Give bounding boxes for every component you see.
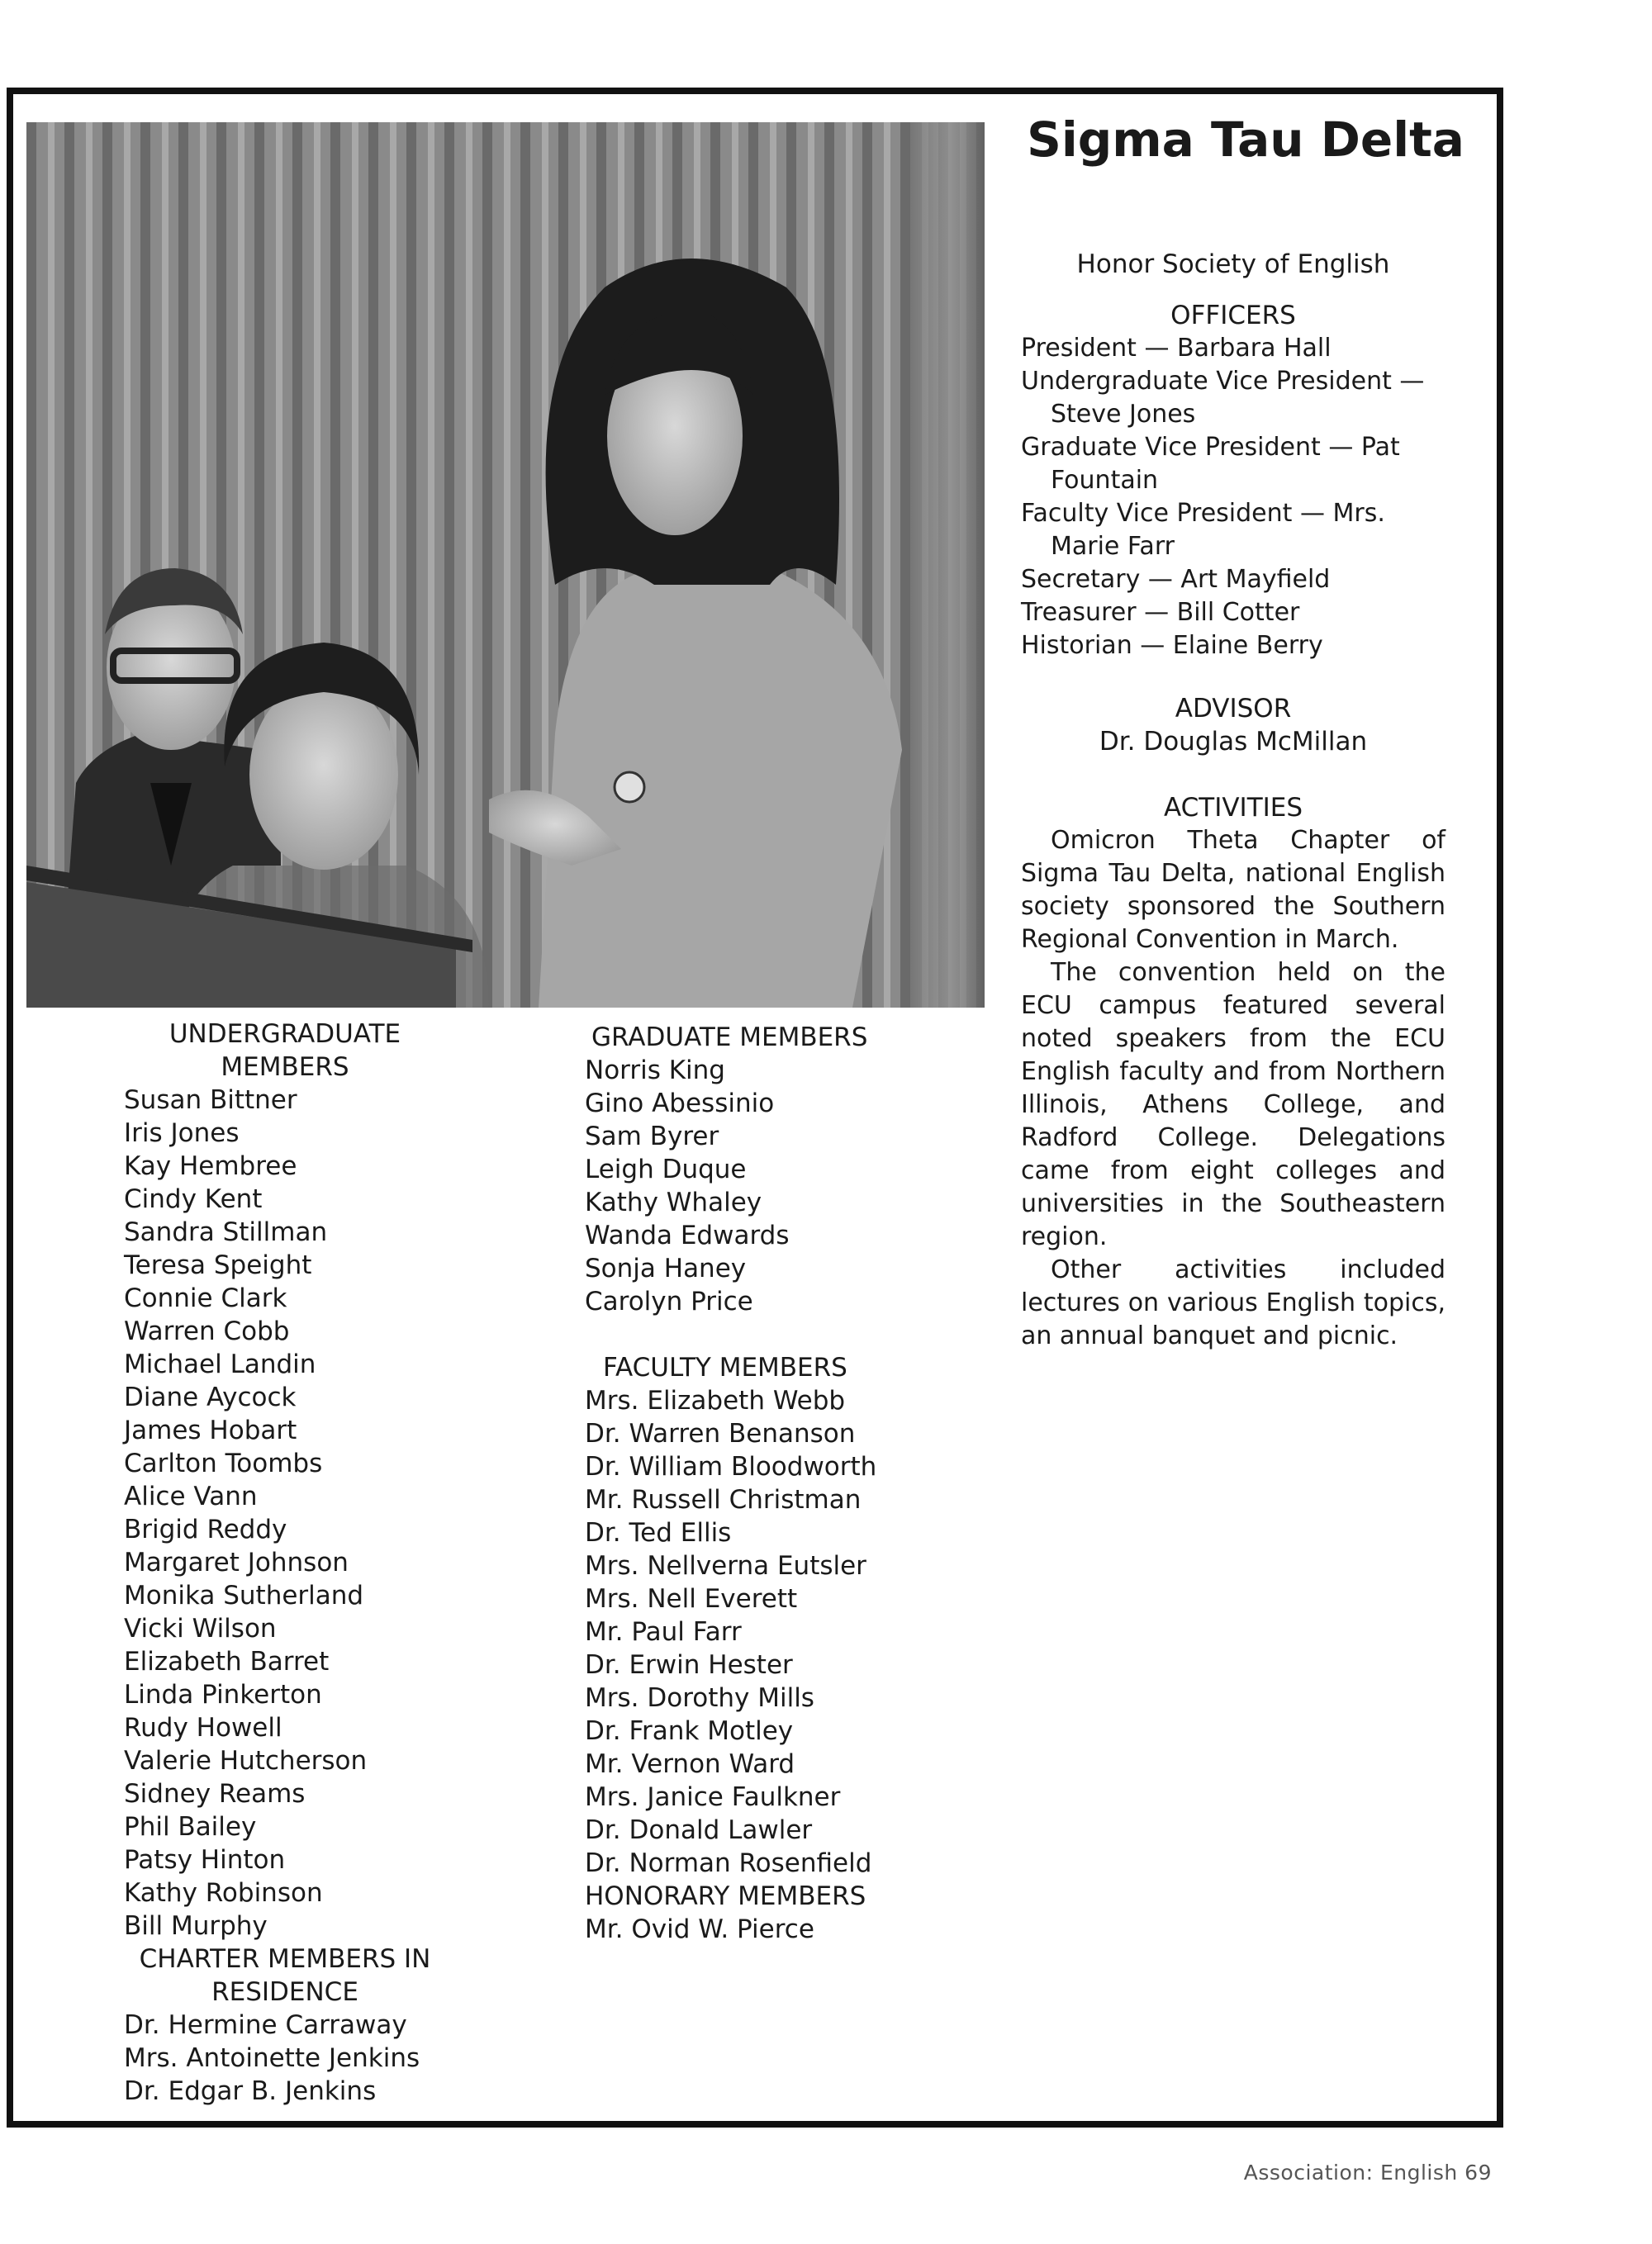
member-name: Alice Vann xyxy=(124,1482,258,1511)
faculty-name: Mrs. Dorothy Mills xyxy=(585,1683,814,1713)
activities-paragraph: The convention held on the ECU campus featured several noted speakers from the ECU English faculty and from Northern Illinois, Athens College, and Radford College. Delegations came from eight colleges and universities in the Southeastern region. xyxy=(1021,958,1446,1251)
officers-heading: OFFICERS xyxy=(1170,301,1296,330)
activities-paragraph: Omicron Theta Chapter of Sigma Tau Delta, national English society sponsored the Southern Regional Convention in March. xyxy=(1021,826,1446,954)
advisor-heading: ADVISOR xyxy=(1175,694,1292,723)
member-name: Sandra Stillman xyxy=(124,1217,328,1247)
member-name: Rudy Howell xyxy=(124,1713,282,1743)
graduate-heading: GRADUATE MEMBERS xyxy=(591,1022,868,1052)
member-name: Patsy Hinton xyxy=(124,1845,286,1875)
member-name: Susan Bittner xyxy=(124,1085,297,1115)
faculty-name: Mrs. Janice Faulkner xyxy=(585,1782,841,1812)
page-title: Sigma Tau Delta xyxy=(1027,111,1464,168)
faculty-name: Mrs. Elizabeth Webb xyxy=(585,1386,846,1416)
activities-heading: ACTIVITIES xyxy=(1163,793,1303,823)
activities-paragraph: Other activities included lectures on various English topics, an annual banquet and picnic. xyxy=(1021,1255,1446,1350)
officer-line: Secretary — Art Mayfield xyxy=(1021,565,1331,594)
graduate-name: Norris King xyxy=(585,1056,725,1085)
advisor-name: Dr. Douglas McMillan xyxy=(1099,727,1368,757)
charter-name: Dr. Hermine Carraway xyxy=(124,2010,407,2040)
charter-heading: CHARTER MEMBERS IN xyxy=(139,1944,431,1974)
member-name: Elizabeth Barret xyxy=(124,1647,330,1677)
officer-line: Graduate Vice President — Pat Fountain xyxy=(1021,433,1400,495)
graduate-name: Kathy Whaley xyxy=(585,1188,762,1217)
graduate-name: Leigh Duque xyxy=(585,1155,747,1184)
member-name: Monika Sutherland xyxy=(124,1581,364,1611)
member-name: Valerie Hutcherson xyxy=(124,1746,368,1776)
faculty-heading: FACULTY MEMBERS xyxy=(603,1353,847,1383)
honorary-name: Mr. Ovid W. Pierce xyxy=(585,1914,814,1944)
member-name: Kathy Robinson xyxy=(124,1878,323,1908)
member-name: Sidney Reams xyxy=(124,1779,306,1809)
undergraduate-section xyxy=(124,1018,446,2108)
faculty-name: Dr. William Bloodworth xyxy=(585,1452,877,1482)
undergraduate-heading: UNDERGRADUATE xyxy=(169,1019,401,1049)
photo-illustration xyxy=(26,122,985,1008)
spacer xyxy=(585,1318,932,1351)
member-name: Linda Pinkerton xyxy=(124,1680,322,1710)
officer-line: Treasurer — Bill Cotter xyxy=(1021,598,1300,627)
officer-line: Undergraduate Vice President — Steve Jones xyxy=(1021,367,1425,429)
member-name: Cindy Kent xyxy=(124,1184,263,1214)
charter-heading-2: RESIDENCE xyxy=(211,1977,358,2007)
page-folio: Association: English 69 xyxy=(1243,2161,1492,2185)
member-name: Iris Jones xyxy=(124,1118,240,1148)
member-name: Carlton Toombs xyxy=(124,1449,323,1478)
faculty-name: Dr. Ted Ellis xyxy=(585,1518,732,1548)
member-name: Margaret Johnson xyxy=(124,1548,349,1577)
member-name: Bill Murphy xyxy=(124,1911,268,1941)
officer-line: Faculty Vice President — Mrs. Marie Farr xyxy=(1021,499,1385,561)
faculty-name: Dr. Warren Benanson xyxy=(585,1419,856,1449)
officers-list xyxy=(1021,332,1446,662)
member-name: Teresa Speight xyxy=(124,1250,312,1280)
charter-name: Mrs. Antoinette Jenkins xyxy=(124,2043,420,2073)
member-name: Diane Aycock xyxy=(124,1383,297,1412)
faculty-name: Dr. Frank Motley xyxy=(585,1716,794,1746)
subtitle: Honor Society of English xyxy=(1076,249,1390,279)
member-name: Phil Bailey xyxy=(124,1812,257,1842)
member-name: Vicki Wilson xyxy=(124,1614,277,1644)
officer-line: President — Barbara Hall xyxy=(1021,334,1332,363)
faculty-name: Dr. Donald Lawler xyxy=(585,1815,813,1845)
group-photo xyxy=(26,122,985,1008)
member-name: Warren Cobb xyxy=(124,1317,290,1346)
member-name: Connie Clark xyxy=(124,1283,287,1313)
faculty-name: Mrs. Nell Everett xyxy=(585,1584,798,1614)
undergraduate-heading-2: MEMBERS xyxy=(221,1052,349,1082)
faculty-name: Dr. Norman Rosenfield xyxy=(585,1848,872,1878)
member-name: Michael Landin xyxy=(124,1350,316,1379)
officer-line: Historian — Elaine Berry xyxy=(1021,631,1323,660)
graduate-name: Wanda Edwards xyxy=(585,1221,790,1250)
graduate-name: Sonja Haney xyxy=(585,1254,747,1283)
activities-text xyxy=(1021,824,1446,1353)
graduate-name: Gino Abessinio xyxy=(585,1089,775,1118)
faculty-name: Mr. Vernon Ward xyxy=(585,1749,795,1779)
graduate-name: Sam Byrer xyxy=(585,1122,719,1151)
faculty-name: Mr. Paul Farr xyxy=(585,1617,742,1647)
member-name: Kay Hembree xyxy=(124,1151,297,1181)
member-name: James Hobart xyxy=(124,1416,297,1445)
graduate-section xyxy=(585,1021,932,1946)
faculty-name: Dr. Erwin Hester xyxy=(585,1650,793,1680)
honorary-heading: HONORARY MEMBERS xyxy=(585,1881,866,1911)
faculty-name: Mrs. Nellverna Eutsler xyxy=(585,1551,866,1581)
member-name: Brigid Reddy xyxy=(124,1515,287,1544)
faculty-name: Mr. Russell Christman xyxy=(585,1485,862,1515)
charter-name: Dr. Edgar B. Jenkins xyxy=(124,2076,377,2106)
graduate-name: Carolyn Price xyxy=(585,1287,753,1317)
